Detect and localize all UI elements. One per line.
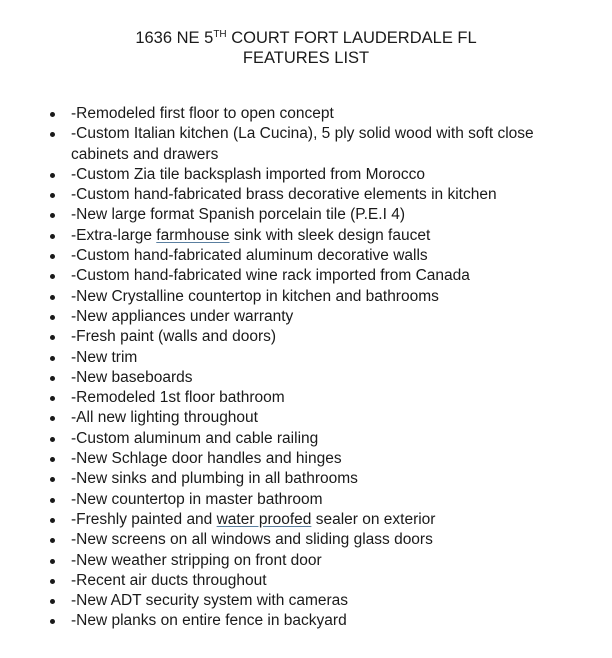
feature-item [0,307,612,327]
feature-text: -Custom hand-fabricated wine rack imported from Canada [71,267,470,285]
feature-text: -Remodeled 1st floor bathroom [71,389,285,407]
feature-text: sink with sleek design faucet [229,226,431,244]
title-line-2: FEATURES LIST [242,49,370,67]
feature-text: -New trim [71,348,138,366]
feature-text: -Custom hand-fabricated aluminum decorative walls [71,247,428,265]
feature-text: -New appliances under warranty [71,307,294,325]
title-address-end: COURT FORT LAUDERDALE FL [226,29,477,47]
feature-text: -Custom hand-fabricated brass decorative elements in kitchen [71,186,497,204]
feature-item [0,165,612,185]
document-title [0,28,612,68]
bullet-icon [50,457,55,462]
feature-text: -Recent air ducts throughout [71,571,267,589]
bullet-icon [50,559,55,564]
feature-item [0,266,612,286]
feature-item [0,530,612,550]
feature-item [0,226,612,246]
feature-text: -Custom Zia tile backsplash imported from Morocco [71,165,426,183]
feature-text: -New baseboards [71,368,193,386]
bullet-icon [50,274,55,279]
bullet-icon [50,356,55,361]
feature-text: -New screens on all windows and sliding glass doors [71,531,433,549]
feature-item [0,368,612,388]
feature-item [0,287,612,307]
bullet-icon [50,213,55,218]
feature-item [0,611,612,631]
bullet-icon [50,437,55,442]
feature-item [0,408,612,428]
bullet-icon [50,579,55,584]
bullet-icon [50,112,55,117]
bullet-icon [50,173,55,178]
bullet-icon [50,193,55,198]
feature-item [0,388,612,408]
bullet-icon [50,335,55,340]
feature-item [0,469,612,489]
feature-item [0,591,612,611]
bullet-icon [50,518,55,523]
feature-item [0,449,612,469]
bullet-icon [50,477,55,482]
feature-item [0,124,612,165]
feature-text: -New weather stripping on front door [71,551,322,569]
feature-text: -New sinks and plumbing in all bathrooms [71,470,358,488]
feature-text: -Fresh paint (walls and doors) [71,328,277,346]
feature-item [0,348,612,368]
feature-text: -New large format Spanish porcelain tile (P.E.I 4) [71,206,405,224]
bullet-icon [50,234,55,239]
feature-item [0,246,612,266]
feature-text: sealer on exterior [311,510,436,528]
bullet-icon [50,315,55,320]
feature-item [0,205,612,225]
feature-text: -New Schlage door handles and hinges [71,450,342,468]
feature-text: -Freshly painted and [71,510,217,528]
bullet-icon [50,498,55,503]
bullet-icon [50,396,55,401]
feature-text: -Remodeled first floor to open concept [71,105,334,122]
title-address-start: 1636 NE 5 [135,29,214,47]
bullet-icon [50,132,55,137]
feature-item [0,429,612,449]
bullet-icon [50,254,55,259]
feature-text: -New countertop in master bathroom [71,490,323,508]
feature-item [0,327,612,347]
feature-item [0,551,612,571]
feature-item [0,490,612,510]
feature-text: -New ADT security system with cameras [71,592,349,610]
bullet-icon [50,376,55,381]
title-line-1 [0,28,612,48]
feature-text: -All new lighting throughout [71,409,258,427]
bullet-icon [50,538,55,543]
feature-text: -Custom aluminum and cable railing [71,429,319,447]
feature-item [0,104,612,124]
feature-text: -New Crystalline countertop in kitchen and bathrooms [71,287,439,305]
title-superscript: TH [213,29,227,40]
features-list [0,104,612,632]
bullet-icon [50,416,55,421]
bullet-icon [50,599,55,604]
feature-item [0,185,612,205]
feature-text: -Extra-large [71,226,157,244]
spellcheck-marked-word[interactable]: water proofed [216,510,312,528]
feature-item [0,571,612,591]
feature-item [0,510,612,530]
feature-text: -Custom Italian kitchen (La Cucina), 5 ply solid wood with soft close cabinets and drawers [71,125,534,163]
feature-text: -New planks on entire fence in backyard [71,612,347,630]
bullet-icon [50,295,55,300]
spellcheck-marked-word[interactable]: farmhouse [156,226,230,244]
bullet-icon [50,619,55,624]
